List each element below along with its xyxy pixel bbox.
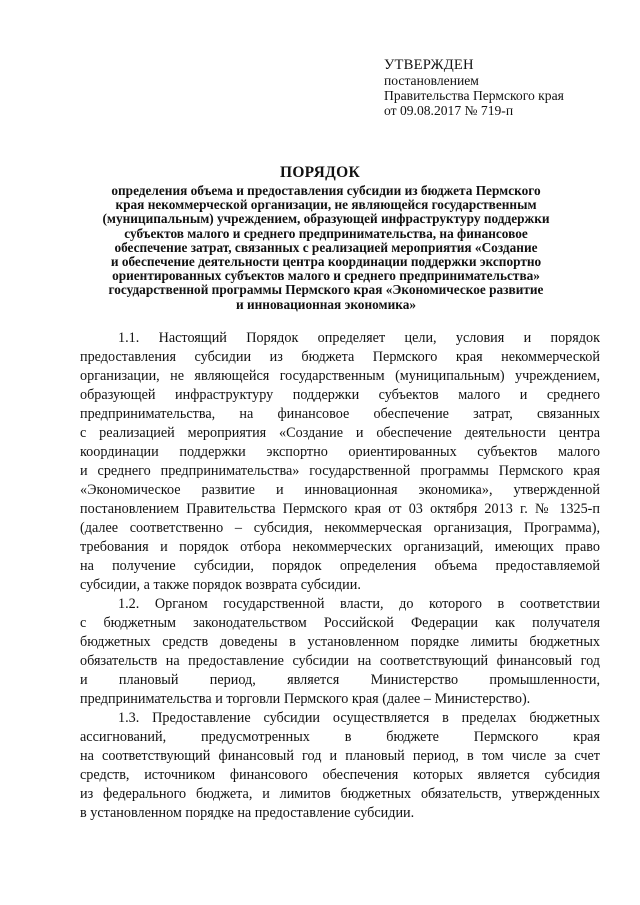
paragraph-line: организации, не являющейся государственным (муниципальным) учреждением, bbox=[80, 368, 600, 384]
paragraph-1-2 bbox=[80, 595, 600, 709]
paragraph-line: обязательств на предоставление субсидии на соответствующий финансовый год bbox=[80, 653, 600, 669]
paragraph-line: из федерального бюджета, и лимитов бюджетных обязательств, утвержденных bbox=[80, 786, 600, 802]
subtitle-line: государственной программы Пермского края «Экономическое развитие bbox=[108, 282, 544, 298]
paragraph-line: бюджетных средств доведены в установленном порядке лимиты бюджетных bbox=[80, 634, 600, 650]
document-body bbox=[80, 329, 600, 823]
paragraph-line: ассигнований, предусмотренных в бюджете Пермского края bbox=[80, 729, 600, 745]
subtitle-line: края некоммерческой организации, не являющейся государственным bbox=[115, 197, 537, 213]
approval-authority: Правительства Пермского края bbox=[384, 88, 564, 103]
paragraph-line: субсидии, а также порядок возврата субсидии. bbox=[80, 577, 361, 593]
paragraph-line: с бюджетным законодательством Российской Федерации как получателя bbox=[80, 615, 600, 631]
paragraph-line: образующей инфраструктуру поддержки субъектов малого и среднего bbox=[80, 387, 600, 403]
paragraph-line: на получение субсидии, порядок определения объема предоставляемой bbox=[80, 558, 600, 574]
subtitle-line: и обеспечение деятельности центра координации поддержки экспортно bbox=[110, 254, 542, 270]
approval-date-number: от 09.08.2017 № 719-п bbox=[384, 103, 514, 118]
paragraph-line: на соответствующий финансовый год и плановый период, в том числе за счет bbox=[80, 748, 600, 764]
approval-decree-label: постановлением bbox=[384, 73, 479, 88]
document-subtitle bbox=[76, 184, 576, 312]
subtitle-line: обеспечение затрат, связанных с реализацией мероприятия «Создание bbox=[114, 239, 538, 255]
subtitle-line: субъектов малого и среднего предпринимательства, на финансовое bbox=[124, 225, 528, 241]
paragraph-1-1 bbox=[80, 329, 600, 595]
paragraph-line: предпринимательства и торговли Пермского края (далее – Министерство). bbox=[80, 691, 531, 707]
paragraph-line: 1.1. Настоящий Порядок определяет цели, условия и порядок bbox=[118, 330, 600, 346]
approval-status: УТВЕРЖДЕН bbox=[384, 57, 474, 73]
paragraph-line: (далее соответственно – субсидия, некоммерческая организация, Программа), bbox=[80, 520, 600, 536]
paragraph-line: координации поддержки экспортно ориентированных субъектов малого bbox=[80, 444, 600, 460]
paragraph-line: предоставления субсидии из бюджета Пермского края некоммерческой bbox=[80, 349, 600, 365]
paragraph-line: с реализацией мероприятия «Создание и обеспечение деятельности центра bbox=[80, 425, 600, 441]
paragraph-line: средств, источником финансового обеспечения которых является субсидия bbox=[80, 767, 600, 783]
subtitle-line: определения объема и предоставления субсидии из бюджета Пермского bbox=[111, 183, 541, 198]
paragraph-line: предпринимательства, на финансовое обеспечение затрат, связанных bbox=[80, 406, 600, 422]
approval-stamp bbox=[384, 58, 624, 118]
paragraph-line: 1.3. Предоставление субсидии осуществляется в пределах бюджетных bbox=[118, 710, 600, 726]
paragraph-line: требования и порядок отбора некоммерческих организаций, имеющих право bbox=[80, 539, 600, 555]
paragraph-line: 1.2. Органом государственной власти, до которого в соответствии bbox=[118, 596, 600, 612]
paragraph-line: «Экономическое развитие и инновационная экономика», утвержденной bbox=[80, 482, 600, 498]
document-title: ПОРЯДОК bbox=[279, 164, 361, 181]
subtitle-line: (муниципальным) учреждением, образующей инфраструктуру поддержки bbox=[102, 211, 550, 227]
subtitle-line: и инновационная экономика» bbox=[236, 296, 416, 312]
paragraph-line: и плановый период, является Министерство промышленности, bbox=[80, 672, 600, 688]
paragraph-line: в установленном порядке на предоставление субсидии. bbox=[80, 805, 415, 821]
paragraph-line: и среднего предпринимательства» государственной программы Пермского края bbox=[80, 463, 600, 479]
paragraph-line: постановлением Правительства Пермского края от 03 октября 2013 г. № 1325-п bbox=[80, 501, 600, 517]
subtitle-line: ориентированных субъектов малого и среднего предпринимательства» bbox=[112, 268, 540, 284]
paragraph-1-3 bbox=[80, 709, 600, 823]
